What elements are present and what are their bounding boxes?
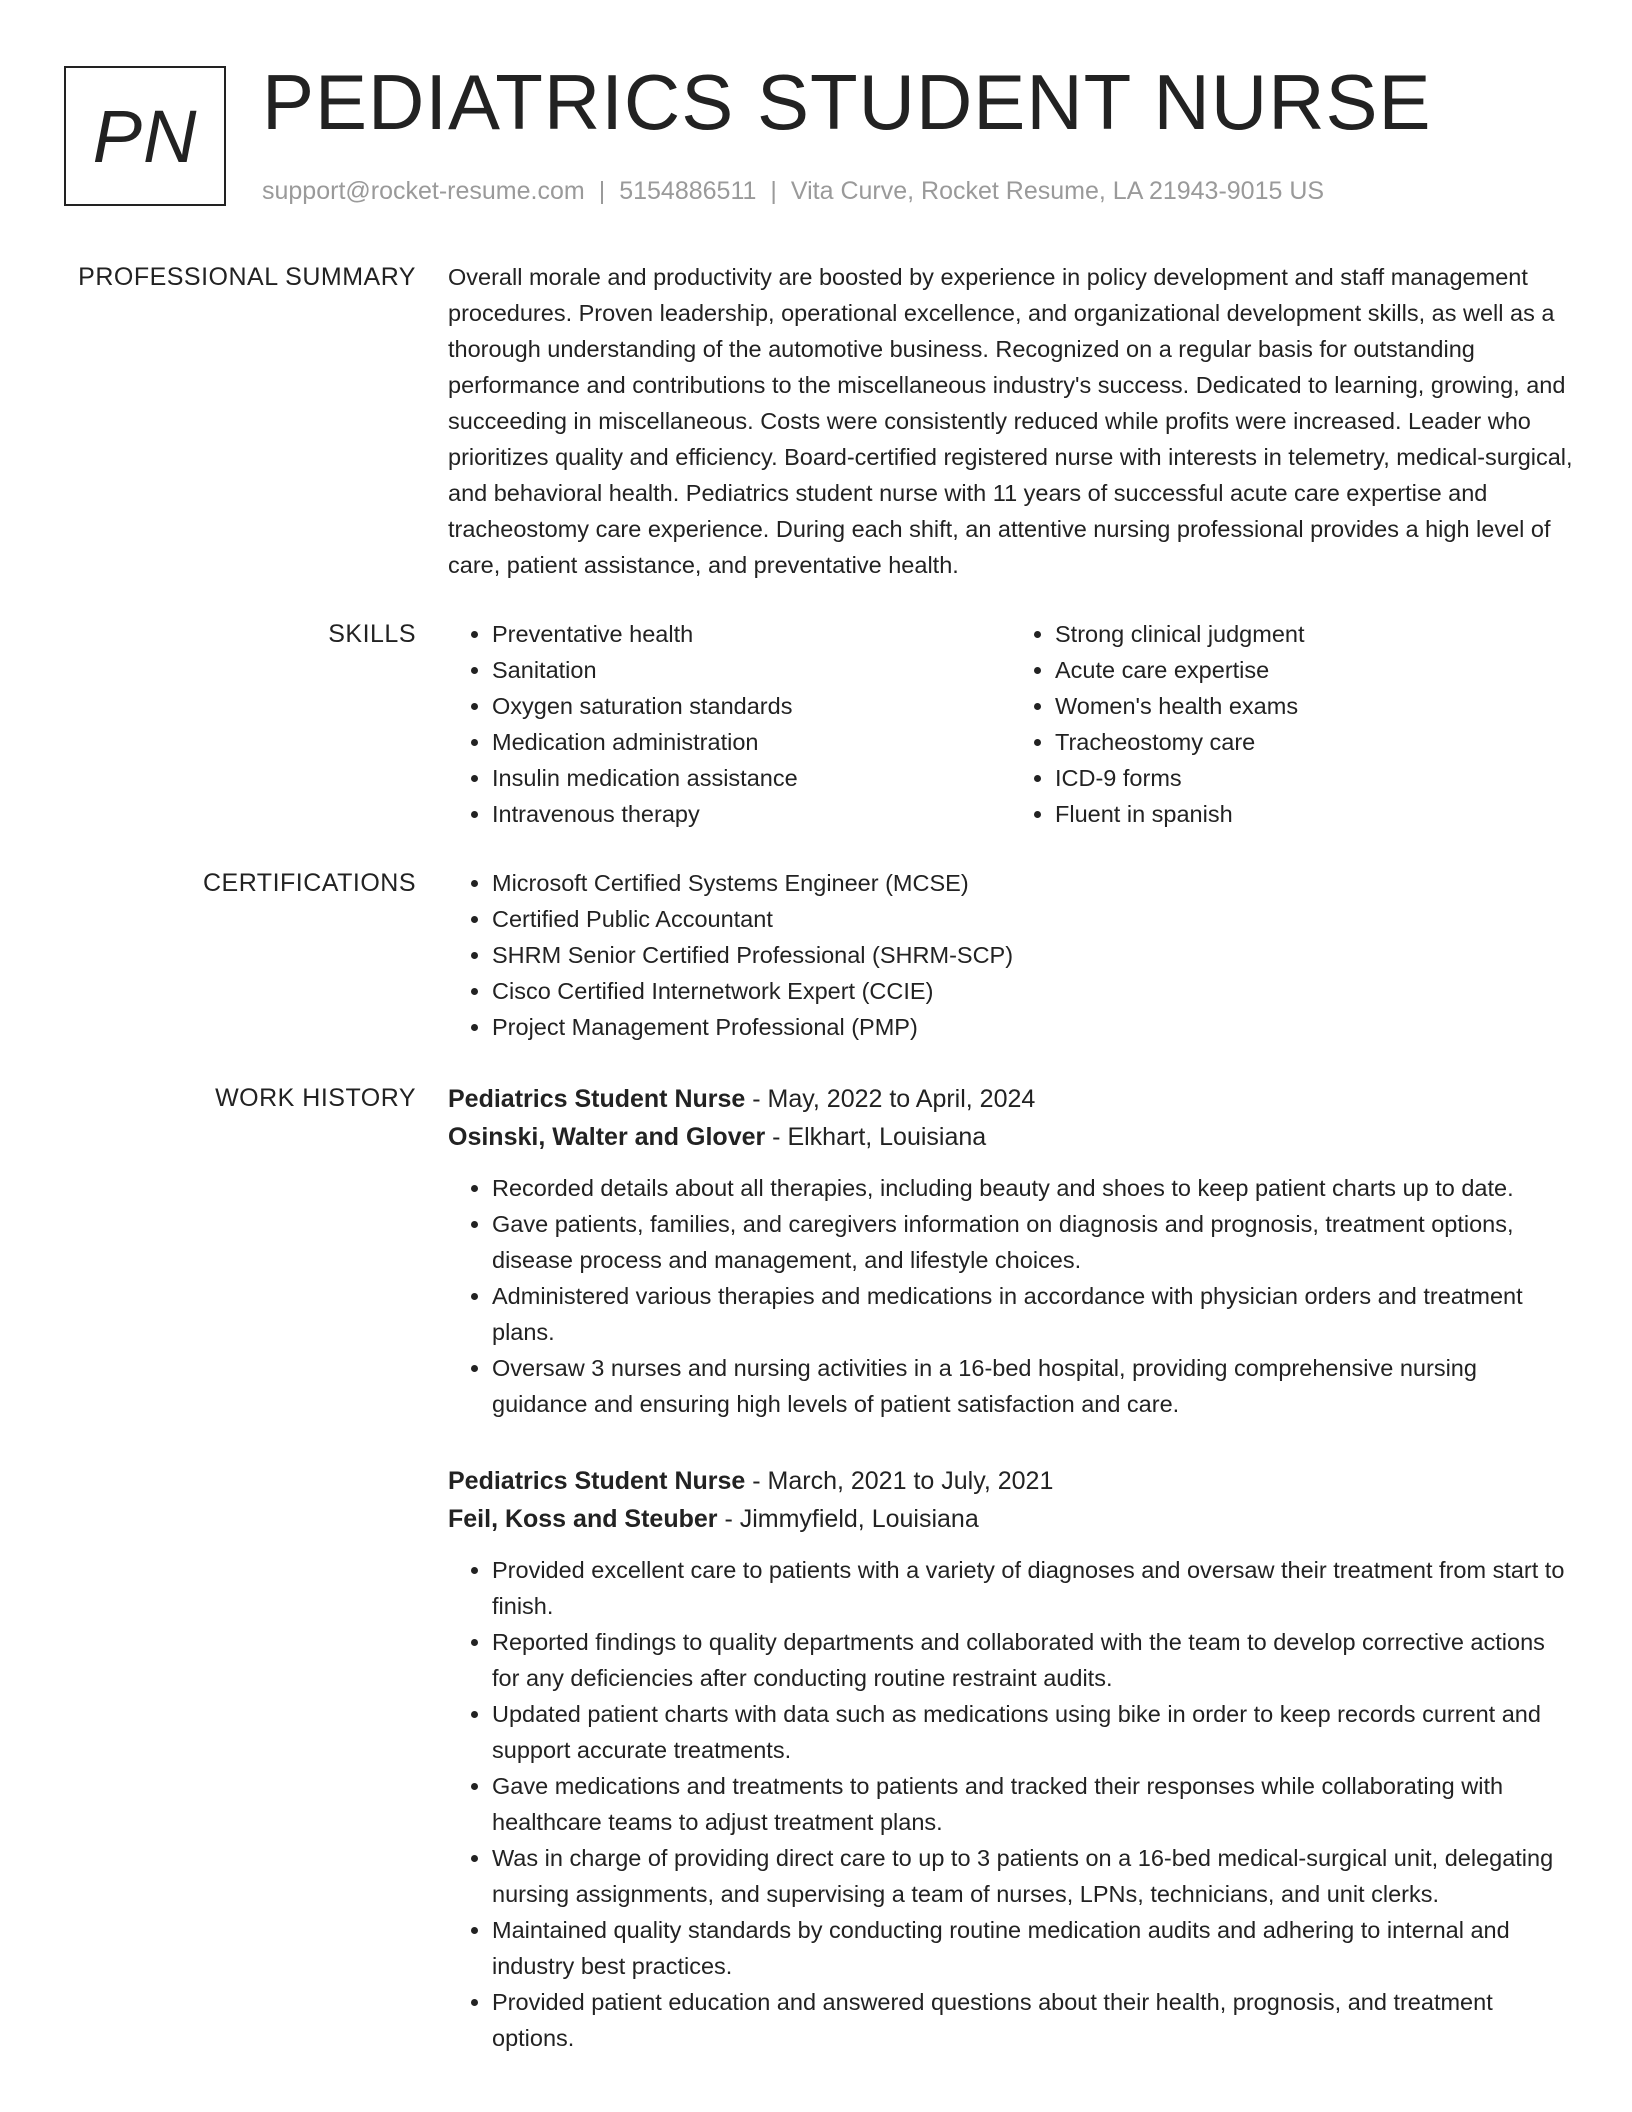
skill-item: • Insulin medication assistance [492,760,1011,796]
job-location: - Elkhart, Louisiana [765,1123,987,1151]
skill-item: • Acute care expertise [1055,652,1574,688]
job-bullet: • Maintained quality standards by conducting routine medication audits and adhering to internal and industry best practices. [492,1912,1574,1984]
job-dates: - March, 2021 to July, 2021 [745,1467,1054,1495]
monogram-logo: PN [64,66,226,206]
job-bullet: • Gave patients, families, and caregivers information on diagnosis and prognosis, treatment options, disease process and management, and lifestyle choices. [492,1206,1574,1278]
contact-email: support@rocket-resume.com [262,177,585,205]
section-heading-work-history: WORK HISTORY [215,1084,416,1112]
contact-phone: 5154886511 [619,177,757,205]
job-bullet: • Recorded details about all therapies, including beauty and shoes to keep patient charts up to date. [492,1170,1574,1206]
job-bullet: • Was in charge of providing direct care to up to 3 patients on a 16-bed medical-surgical unit, delegating nursing assignments, and supervising a team of nurses, LPNs, technicians, and unit clerks. [492,1840,1574,1912]
contact-separator: | [770,177,777,205]
skill-item: • Sanitation [492,652,1011,688]
skill-item: • Intravenous therapy [492,796,1011,832]
page-title: PEDIATRICS STUDENT NURSE [262,58,1432,146]
skill-item: • Women's health exams [1055,688,1574,724]
certifications-body [448,865,1574,1045]
job-company: Osinski, Walter and Glover [448,1123,766,1151]
skill-item: • ICD-9 forms [1055,760,1574,796]
certification-item: • Microsoft Certified Systems Engineer (MCSE) [492,865,1574,901]
job-entry [448,1080,1574,1422]
job-dates: - May, 2022 to April, 2024 [745,1085,1036,1113]
job-title: Pediatrics Student Nurse [448,1085,746,1113]
job-entry [448,1462,1574,2056]
contact-separator: | [598,177,606,205]
job-title: Pediatrics Student Nurse [448,1467,746,1495]
job-bullet: • Gave medications and treatments to patients and tracked their responses while collaborating with healthcare teams to adjust treatment plans. [492,1768,1574,1840]
section-heading-certifications: CERTIFICATIONS [202,869,416,897]
contact-line [262,173,1324,209]
summary-text: Overall morale and productivity are boosted by experience in policy development and staff management procedures. Proven leadership, operational excellence, and organizational development skills, as well as a thorough understanding of the automotive business. Recognized on a regular basis for outstanding performance and contributions to the miscellaneous industry's success. Dedicated to learning, growing, and succeeding in miscellaneous. Costs were consistently reduced while profits were increased. Leader who prioritizes quality and efficiency. Board-certified registered nurse with interests in telemetry, medical-surgical, and behavioral health. Pediatrics student nurse with 11 years of successful acute care expertise and tracheostomy care experience. During each shift, an attentive nursing professional provides a high level of care, patient assistance, and preventative health. [448,264,1573,578]
job-bullet: • Reported findings to quality departments and collaborated with the team to develop corrective actions for any deficiencies after conducting routine restraint audits. [492,1624,1574,1696]
job-bullet: • Provided patient education and answered questions about their health, prognosis, and treatment options. [492,1984,1574,2056]
job-bullet: • Provided excellent care to patients with a variety of diagnoses and oversaw their treatment from start to finish. [492,1552,1574,1624]
skill-item: • Fluent in spanish [1055,796,1574,832]
skills-list-right [1011,616,1574,832]
contact-address: Vita Curve, Rocket Resume, LA 21943-9015 US [790,177,1325,205]
job-bullet: • Administered various therapies and medications in accordance with physician orders and treatment plans. [492,1278,1574,1350]
skill-item: • Preventative health [492,616,1011,652]
skill-item: • Strong clinical judgment [1055,616,1574,652]
job-title-line [448,1462,1574,1500]
job-company-line [448,1500,1574,1538]
skill-item: • Medication administration [492,724,1011,760]
section-heading-summary: PROFESSIONAL SUMMARY [78,263,416,291]
skills-body [448,616,1574,832]
section-heading-skills: SKILLS [328,620,416,648]
job-company: Feil, Koss and Steuber [448,1505,718,1533]
certification-item: • Cisco Certified Internetwork Expert (CCIE) [492,973,1574,1009]
certification-item: • Certified Public Accountant [492,901,1574,937]
work-history-body [448,1080,1574,2096]
job-bullet: • Updated patient charts with data such as medications using bike in order to keep records current and support accurate treatments. [492,1696,1574,1768]
job-bullet-list [448,1170,1574,1422]
certification-item: • SHRM Senior Certified Professional (SHRM-SCP) [492,937,1574,973]
skill-item: • Oxygen saturation standards [492,688,1011,724]
skills-list-left [448,616,1011,832]
job-company-line [448,1118,1574,1156]
certification-item: • Project Management Professional (PMP) [492,1009,1574,1045]
job-title-line [448,1080,1574,1118]
job-bullet-list [448,1552,1574,2056]
job-bullet: • Oversaw 3 nurses and nursing activities in a 16-bed hospital, providing comprehensive nursing guidance and ensuring high levels of patient satisfaction and care. [492,1350,1574,1422]
certifications-list [448,865,1574,1045]
summary-body [448,259,1574,583]
skill-item: • Tracheostomy care [1055,724,1574,760]
job-location: - Jimmyfield, Louisiana [717,1505,979,1533]
